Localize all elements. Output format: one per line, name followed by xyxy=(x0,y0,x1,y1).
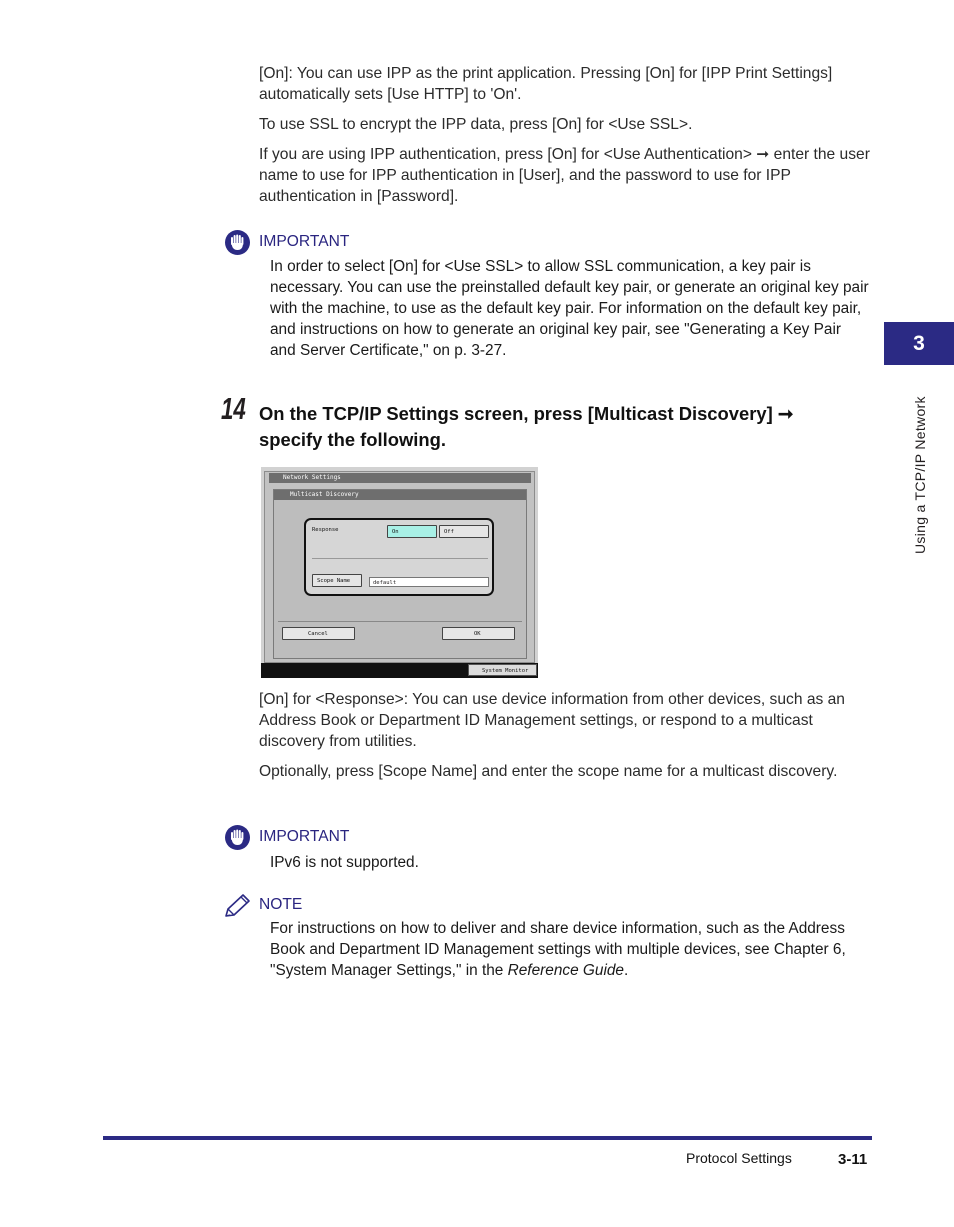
important-label: IMPORTANT xyxy=(259,828,350,845)
intro-paragraph-3: If you are using IPP authentication, press [On] for <Use Authentication> ➞ enter the user name to use for IPP authentication in [User], and the password to use for IPP authentication in [Password]. xyxy=(259,146,870,205)
divider xyxy=(278,621,522,622)
chapter-tab: 3 xyxy=(884,322,954,365)
ok-button[interactable]: OK xyxy=(442,627,515,640)
important-body: IPv6 is not supported. xyxy=(270,854,419,871)
response-label: Response xyxy=(312,527,339,533)
response-paragraph: [On] for <Response>: You can use device information from other devices, such as an Address Book or Department ID Management settings, or respond to a multicast discovery from utilities. xyxy=(259,691,845,750)
window-title: Network Settings xyxy=(269,473,531,483)
pencil-icon xyxy=(223,893,251,924)
screenshot-multicast-discovery xyxy=(261,467,538,678)
intro-paragraph-2: To use SSL to encrypt the IPP data, press [On] for <Use SSL>. xyxy=(259,116,693,133)
cancel-button[interactable]: Cancel xyxy=(282,627,355,640)
step-number: 14 xyxy=(221,391,246,426)
dialog-title: Multicast Discovery xyxy=(274,490,526,500)
hand-stop-icon xyxy=(224,229,251,261)
important-label: IMPORTANT xyxy=(259,233,350,250)
scope-name-button[interactable]: Scope Name xyxy=(312,574,362,587)
footer-section-title: Protocol Settings xyxy=(686,1150,792,1166)
page-number: 3-11 xyxy=(838,1151,868,1168)
note-label: NOTE xyxy=(259,896,303,913)
off-button[interactable]: Off xyxy=(439,525,489,538)
divider xyxy=(312,558,488,559)
scope-paragraph: Optionally, press [Scope Name] and enter the scope name for a multicast discovery. xyxy=(259,763,838,780)
settings-panel xyxy=(304,518,494,596)
hand-stop-icon xyxy=(224,824,251,856)
note-body-text: For instructions on how to deliver and share device information, such as the Address Book and Department ID Management settings with multiple devices, see Chapter 6, "System Manager Settings," in the xyxy=(270,920,846,979)
scope-name-field[interactable]: default xyxy=(369,577,489,587)
important-body: In order to select [On] for <Use SSL> to allow SSL communication, a key pair is necessary. You can use the preinstalled default key pair, or generate an original key pair with the machine, to use as the default key pair. For information on the default key pair, and instructions on how to generate an original key pair, see "Generating a Key Pair and Server Certificate," on p. 3-27. xyxy=(270,258,869,359)
intro-paragraph-1: [On]: You can use IPP as the print application. Pressing [On] for [IPP Print Settings] automatically sets [Use HTTP] to 'On'. xyxy=(259,65,833,103)
dialog xyxy=(273,489,527,659)
note-body xyxy=(270,918,870,981)
step-title: On the TCP/IP Settings screen, press [Multicast Discovery] ➞ specify the following. xyxy=(259,403,794,450)
footer-rule xyxy=(103,1136,872,1140)
note-body-end: . xyxy=(623,962,629,979)
on-button[interactable]: On xyxy=(387,525,437,538)
chapter-section-title: Using a TCP/IP Network xyxy=(912,396,928,554)
reference-guide-title: Reference Guide xyxy=(507,962,624,979)
system-monitor-button[interactable]: System Monitor xyxy=(468,664,537,676)
